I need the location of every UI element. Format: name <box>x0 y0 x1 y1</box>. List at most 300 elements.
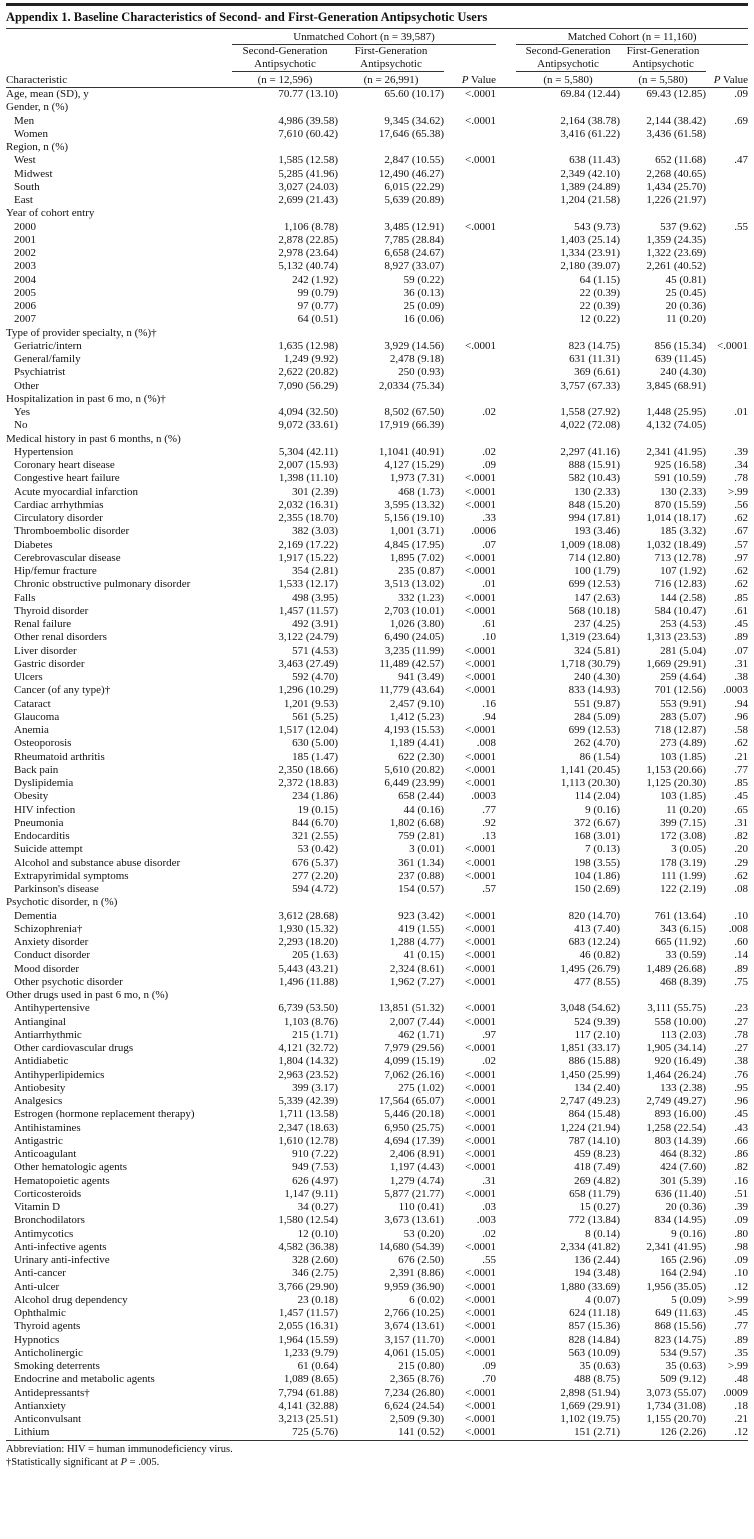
matched-pvalue-cell: .95 <box>734 1081 748 1094</box>
unmatched-sga-cell: 2,372 (18.83) <box>278 777 338 789</box>
row-label: Thyroid disorder <box>14 604 89 617</box>
column-gap <box>496 1002 516 1015</box>
unmatched-sga-cell: 2,978 (23.64) <box>278 247 338 259</box>
unmatched-sga-cell: 5,285 (41.96) <box>278 167 338 180</box>
matched-sga-cell: 134 (2.40) <box>574 1081 620 1094</box>
row-label: Obesity <box>14 790 49 803</box>
unmatched-fga-cell: 6,624 (24.54) <box>384 1399 444 1412</box>
unmatched-sga-cell: 3,463 (27.49) <box>278 657 338 670</box>
unmatched-pvalue-cell <box>444 141 496 154</box>
table-row <box>6 605 748 618</box>
table-row <box>6 1042 748 1055</box>
unmatched-pvalue-cell: <.0001 <box>465 485 496 498</box>
row-label: Conduct disorder <box>14 949 91 962</box>
table-row <box>6 115 748 128</box>
unmatched-fga-cell: 2,509 (9.30) <box>389 1413 444 1425</box>
unmatched-fga-cell: 9,959 (36.90) <box>384 1280 444 1293</box>
unmatched-pvalue-cell: .16 <box>482 697 496 710</box>
characteristic-header: Characteristic <box>6 74 68 86</box>
matched-sga-cell: 2,334 (41.82) <box>560 1240 620 1253</box>
unmatched-fga-cell: 154 (0.57) <box>398 883 444 895</box>
column-gap <box>496 976 516 989</box>
column-gap <box>496 1082 516 1095</box>
matched-fga-cell: 424 (7.60) <box>660 1161 706 1174</box>
row-label: Anxiety disorder <box>14 936 89 948</box>
column-gap <box>496 843 516 856</box>
matched-pvalue-cell: .85 <box>734 777 748 789</box>
column-gap <box>496 989 516 1002</box>
unmatched-sga-cell: 2,878 (22.85) <box>278 233 338 246</box>
unmatched-fga-cell: 332 (1.23) <box>398 591 444 604</box>
matched-pvalue-cell: .20 <box>734 843 748 856</box>
row-label: Antidiabetic <box>14 1055 69 1068</box>
unmatched-fga-cell: 5,610 (20.82) <box>384 763 444 776</box>
row-label: Liver disorder <box>14 644 77 657</box>
table-row <box>6 181 748 194</box>
unmatched-pvalue-cell: <.0001 <box>465 1187 496 1200</box>
table-row <box>6 724 748 737</box>
unmatched-pvalue-cell: .10 <box>482 631 496 644</box>
unmatched-pvalue-cell: <.0001 <box>465 1240 496 1253</box>
matched-sga-cell: 459 (8.23) <box>574 1148 620 1160</box>
matched-fga-cell: 870 (15.59) <box>654 498 706 511</box>
unmatched-pvalue-cell <box>444 393 496 406</box>
row-label: Antihistamines <box>14 1121 81 1134</box>
table-row <box>6 327 748 340</box>
row-label: Dyslipidemia <box>14 777 74 789</box>
matched-pvalue-cell: .08 <box>734 883 748 895</box>
matched-fga-cell: 665 (11.92) <box>655 936 706 948</box>
unmatched-pvalue-cell: <.0001 <box>465 339 496 352</box>
matched-pvalue-cell: .89 <box>734 1333 748 1346</box>
matched-fga-cell: 1,734 (31.08) <box>646 1399 706 1412</box>
matched-sga-cell: 1,113 (20.30) <box>560 777 620 789</box>
row-label: Glaucoma <box>14 710 60 723</box>
table-row <box>6 1400 748 1413</box>
column-gap <box>496 1307 516 1320</box>
unmatched-pvalue-cell: <.0001 <box>465 551 496 564</box>
table-row <box>6 247 748 260</box>
unmatched-fga-cell: 41 (0.15) <box>403 949 444 962</box>
unmatched-pvalue-cell: <.0001 <box>465 1386 496 1399</box>
unmatched-pvalue-cell: <.0001 <box>465 1134 496 1147</box>
table-row <box>6 1069 748 1082</box>
row-label: Antianginal <box>14 1015 66 1028</box>
unmatched-sga-cell: 301 (2.39) <box>292 485 338 498</box>
table-row <box>6 1201 748 1214</box>
unmatched-sga-cell: 70.77 (13.10) <box>278 88 338 100</box>
matched-fga-cell: 716 (12.83) <box>654 578 706 591</box>
column-gap <box>496 115 516 128</box>
unmatched-fga-cell: 2,847 (10.55) <box>384 154 444 167</box>
unmatched-pvalue-cell: .92 <box>482 816 496 829</box>
matched-pvalue-cell: .67 <box>734 525 748 538</box>
matched-sga-cell: 46 (0.82) <box>579 949 620 962</box>
unmatched-pvalue-cell: <.0001 <box>465 1095 496 1107</box>
column-gap <box>496 168 516 181</box>
unmatched-pvalue-cell: <.0001 <box>465 922 496 935</box>
matched-pvalue-cell: .23 <box>734 1002 748 1015</box>
matched-fga-cell: 185 (3.32) <box>660 525 706 538</box>
unmatched-fga-cell: 4,061 (15.05) <box>384 1346 444 1359</box>
matched-fga-cell: 713 (12.78) <box>654 551 706 564</box>
matched-sga-cell: 194 (3.48) <box>574 1267 620 1280</box>
matched-sga-cell: 198 (3.55) <box>574 856 620 869</box>
row-label: 2004 <box>14 273 36 286</box>
matched-fga-cell <box>620 989 706 1002</box>
column-gap <box>496 313 516 326</box>
unmatched-fga-cell: 53 (0.20) <box>403 1227 444 1240</box>
row-label: Schizophrenia† <box>14 922 83 935</box>
table-row <box>6 1002 748 1015</box>
column-gap <box>496 552 516 565</box>
matched-pvalue-cell <box>706 181 748 194</box>
unmatched-fga-cell: 1,197 (4.43) <box>389 1161 444 1174</box>
unmatched-pvalue-cell: <.0001 <box>465 936 496 948</box>
unmatched-sga-cell <box>232 896 338 909</box>
matched-pvalue-cell: >.99 <box>728 485 748 498</box>
matched-pvalue-cell: .62 <box>734 869 748 882</box>
matched-sga-cell <box>516 327 620 340</box>
table-row <box>6 1095 748 1108</box>
matched-pvalue-cell: .62 <box>734 512 748 524</box>
unmatched-sga-cell: 185 (1.47) <box>292 750 338 763</box>
unmatched-sga-cell: 949 (7.53) <box>292 1161 338 1174</box>
unmatched-pvalue-cell: <.0001 <box>465 1399 496 1412</box>
matched-pvalue-cell: .76 <box>734 1068 748 1081</box>
table-row <box>6 671 748 684</box>
unmatched-pvalue-cell: .61 <box>482 618 496 630</box>
unmatched-pvalue-cell <box>444 274 496 287</box>
table-header <box>6 29 748 87</box>
unmatched-sga-cell: 1,964 (15.59) <box>278 1333 338 1346</box>
column-gap <box>496 936 516 949</box>
matched-fga-cell: 111 (1.99) <box>660 869 706 882</box>
table-row <box>6 1387 748 1400</box>
matched-sga-cell: 1,334 (23.91) <box>560 247 620 259</box>
matched-fga-cell: 107 (1.92) <box>660 565 706 577</box>
row-label: Endocarditis <box>14 830 70 842</box>
row-label: Antianxiety <box>14 1399 66 1412</box>
unmatched-sga-header: Second-Generation Antipsychotic <box>242 44 328 70</box>
unmatched-fga-cell: 1,288 (4.77) <box>389 936 444 948</box>
unmatched-fga-cell: 5,639 (20.89) <box>384 194 444 206</box>
row-label: 2001 <box>14 233 36 246</box>
unmatched-fga-n: (n = 26,991) <box>338 71 444 87</box>
row-label: Hypertension <box>14 445 74 458</box>
table-row <box>6 433 748 446</box>
unmatched-sga-cell: 1,804 (14.32) <box>278 1055 338 1068</box>
unmatched-fga-cell: 17,564 (65.07) <box>378 1095 444 1107</box>
unmatched-sga-cell: 19 (0.15) <box>297 803 338 816</box>
unmatched-pvalue-cell: .33 <box>482 512 496 524</box>
matched-pvalue-cell: .43 <box>734 1121 748 1134</box>
appendix-table <box>6 3 748 1469</box>
matched-fga-cell: 172 (3.08) <box>660 830 706 842</box>
matched-fga-cell: 1,032 (18.49) <box>646 538 706 551</box>
table-row <box>6 883 748 896</box>
column-gap <box>496 181 516 194</box>
table-row <box>6 1241 748 1254</box>
column-gap <box>496 154 516 167</box>
matched-fga-cell: 553 (9.91) <box>660 697 706 710</box>
row-label: Back pain <box>14 763 59 776</box>
unmatched-fga-cell: 8,502 (67.50) <box>384 406 444 418</box>
matched-sga-cell: 563 (10.09) <box>568 1346 620 1359</box>
unmatched-sga-cell: 9,072 (33.61) <box>278 419 338 432</box>
matched-pvalue-cell: .60 <box>734 936 748 948</box>
matched-sga-cell: 568 (10.18) <box>568 604 620 617</box>
unmatched-fga-cell: 4,099 (15.19) <box>384 1055 444 1068</box>
table-row <box>6 1135 748 1148</box>
matched-pvalue-cell <box>706 274 748 287</box>
unmatched-pvalue-cell: <.0001 <box>465 962 496 975</box>
row-label: Other drugs used in past 6 mo, n (%) <box>6 989 169 1001</box>
column-gap <box>496 1320 516 1333</box>
table-row <box>6 101 748 114</box>
unmatched-pvalue-cell: .008 <box>476 737 496 750</box>
matched-fga-cell: 1,155 (20.70) <box>646 1413 706 1425</box>
unmatched-pvalue-cell: .70 <box>482 1373 496 1386</box>
matched-cohort-header: Matched Cohort (n = 11,160) <box>516 29 748 44</box>
matched-fga-cell: 468 (8.39) <box>660 975 706 988</box>
matched-fga-cell: 920 (16.49) <box>654 1055 706 1068</box>
row-label: Anti-ulcer <box>14 1280 60 1293</box>
matched-fga-cell: 5 (0.09) <box>671 1293 706 1306</box>
unmatched-pvalue-cell <box>444 207 496 220</box>
matched-fga-cell: 3,845 (68.91) <box>646 379 706 392</box>
unmatched-sga-cell: 4,121 (32.72) <box>278 1042 338 1054</box>
matched-fga-cell: 2,749 (49.27) <box>646 1095 706 1107</box>
unmatched-pvalue-cell: <.0001 <box>465 604 496 617</box>
row-label: Acute myocardial infarction <box>14 485 139 498</box>
row-label: Hospitalization in past 6 mo, n (%)† <box>6 392 166 405</box>
unmatched-fga-cell: 5,156 (19.10) <box>384 512 444 524</box>
matched-pvalue-cell <box>706 380 748 393</box>
unmatched-pvalue-cell: <.0001 <box>465 1002 496 1015</box>
unmatched-fga-cell: 2,391 (8.86) <box>389 1267 444 1280</box>
table-row <box>6 1267 748 1280</box>
unmatched-fga-cell: 2,324 (8.61) <box>389 962 444 975</box>
matched-pvalue-cell <box>706 989 748 1002</box>
matched-sga-cell: 22 (0.39) <box>579 286 620 299</box>
matched-sga-cell: 1,558 (27.92) <box>560 406 620 418</box>
unmatched-pvalue-cell: <.0001 <box>465 565 496 577</box>
matched-sga-cell: 4 (0.07) <box>585 1293 620 1306</box>
matched-sga-cell: 699 (12.53) <box>568 724 620 736</box>
unmatched-fga-cell: 14,680 (54.39) <box>378 1240 444 1253</box>
matched-pvalue-cell: .09 <box>734 88 748 100</box>
matched-fga-cell: 537 (9.62) <box>660 220 706 233</box>
matched-sga-cell: 857 (15.36) <box>568 1320 620 1333</box>
unmatched-pvalue-cell: <.0001 <box>465 763 496 776</box>
row-label: 2006 <box>14 300 36 312</box>
unmatched-fga-cell: 7,062 (26.16) <box>384 1068 444 1081</box>
row-label: Lithium <box>14 1426 50 1439</box>
matched-pvalue-header: P Value <box>713 74 749 86</box>
column-gap <box>496 525 516 538</box>
table-row <box>6 711 748 724</box>
row-label: Cataract <box>14 697 51 710</box>
unmatched-fga-cell: 13,851 (51.32) <box>378 1002 444 1015</box>
unmatched-fga-cell: 6,449 (23.99) <box>384 777 444 789</box>
unmatched-pvalue-cell <box>444 234 496 247</box>
matched-sga-cell: 284 (5.09) <box>574 710 620 723</box>
matched-sga-cell: 886 (15.88) <box>568 1055 620 1068</box>
matched-sga-cell: 1,718 (30.79) <box>560 657 620 670</box>
matched-fga-cell: 649 (11.63) <box>655 1307 706 1319</box>
matched-fga-cell: 240 (4.30) <box>660 366 706 379</box>
matched-fga-cell: 103 (1.85) <box>660 750 706 763</box>
row-label: Endocrine and metabolic agents <box>14 1373 155 1386</box>
matched-pvalue-cell: >.99 <box>728 1293 748 1306</box>
table-row <box>6 645 748 658</box>
column-gap <box>496 247 516 260</box>
unmatched-fga-cell: 6,015 (22.29) <box>384 180 444 193</box>
matched-sga-cell: 324 (5.81) <box>574 644 620 657</box>
matched-pvalue-cell: .09 <box>734 1214 748 1227</box>
unmatched-pvalue-cell <box>444 433 496 446</box>
matched-sga-cell <box>516 101 620 114</box>
matched-fga-cell: 639 (11.45) <box>655 353 706 365</box>
column-gap <box>496 963 516 976</box>
unmatched-pvalue-cell: <.0001 <box>465 644 496 657</box>
unmatched-fga-cell: 676 (2.50) <box>398 1254 444 1266</box>
unmatched-pvalue-cell: .0006 <box>471 525 496 538</box>
table-row <box>6 472 748 485</box>
column-gap <box>496 1241 516 1254</box>
unmatched-fga-cell: 3,513 (13.02) <box>384 578 444 591</box>
matched-sga-cell: 699 (12.53) <box>568 578 620 591</box>
matched-sga-cell <box>516 896 620 909</box>
matched-fga-cell: 834 (14.95) <box>654 1214 706 1227</box>
matched-pvalue-cell: .57 <box>734 538 748 551</box>
unmatched-sga-cell: 321 (2.55) <box>292 830 338 842</box>
unmatched-sga-cell: 1,249 (9.92) <box>283 353 338 365</box>
matched-pvalue-cell <box>706 353 748 366</box>
column-gap <box>496 1426 516 1439</box>
matched-fga-cell <box>620 393 706 406</box>
unmatched-sga-cell <box>232 327 338 340</box>
matched-sga-cell: 2,349 (42.10) <box>560 167 620 180</box>
unmatched-fga-cell: 36 (0.13) <box>403 286 444 299</box>
matched-fga-cell: 122 (2.19) <box>660 883 706 895</box>
unmatched-sga-cell: 2,007 (15.93) <box>278 459 338 471</box>
matched-pvalue-cell: .55 <box>734 220 748 233</box>
matched-fga-cell: 399 (7.15) <box>660 816 706 829</box>
unmatched-pvalue-cell: <.0001 <box>465 114 496 127</box>
matched-fga-cell: 856 (15.34) <box>654 339 706 352</box>
footnote-significance: †Statistically significant at P = .005. <box>6 1456 160 1468</box>
matched-sga-cell: 1,141 (20.45) <box>560 763 620 776</box>
column-gap <box>496 578 516 591</box>
table-row <box>6 936 748 949</box>
row-label: HIV infection <box>14 803 76 816</box>
matched-pvalue-cell: .75 <box>734 975 748 988</box>
unmatched-pvalue-cell: .03 <box>482 1201 496 1213</box>
row-label: East <box>14 194 33 206</box>
table-row <box>6 459 748 472</box>
column-gap <box>496 671 516 684</box>
unmatched-sga-cell: 1,533 (12.17) <box>278 578 338 591</box>
matched-sga-cell: 543 (9.73) <box>574 220 620 233</box>
unmatched-fga-cell <box>338 393 444 406</box>
column-gap <box>496 737 516 750</box>
unmatched-fga-cell: 1,189 (4.41) <box>389 737 444 750</box>
column-gap <box>496 287 516 300</box>
unmatched-sga-cell: 99 (0.79) <box>297 286 338 299</box>
unmatched-pvalue-cell: <.0001 <box>465 472 496 485</box>
table-row <box>6 499 748 512</box>
matched-fga-cell: 281 (5.04) <box>660 644 706 657</box>
matched-pvalue-cell: .89 <box>734 962 748 975</box>
matched-pvalue-cell: .62 <box>734 565 748 577</box>
unmatched-fga-cell: 6,490 (24.05) <box>384 631 444 644</box>
unmatched-fga-cell: 923 (3.42) <box>398 909 444 922</box>
column-gap <box>496 1042 516 1055</box>
matched-sga-cell: 240 (4.30) <box>574 671 620 683</box>
unmatched-fga-cell: 25 (0.09) <box>403 300 444 312</box>
matched-sga-cell: 1,389 (24.89) <box>560 180 620 193</box>
matched-sga-cell: 7 (0.13) <box>585 843 620 856</box>
matched-sga-cell: 86 (1.54) <box>579 750 620 763</box>
unmatched-fga-cell: 17,646 (65.38) <box>378 127 444 140</box>
table-row <box>6 1254 748 1267</box>
unmatched-pvalue-cell <box>444 300 496 313</box>
column-gap <box>496 327 516 340</box>
unmatched-fga-cell: 1,026 (3.80) <box>389 618 444 630</box>
matched-pvalue-cell: .80 <box>734 1227 748 1240</box>
table-row <box>6 393 748 406</box>
table-row <box>6 896 748 909</box>
column-gap <box>496 645 516 658</box>
unmatched-sga-cell: 3,612 (28.68) <box>278 909 338 922</box>
table-row <box>6 1055 748 1068</box>
matched-fga-cell: 343 (6.15) <box>660 922 706 935</box>
table-row <box>6 1082 748 1095</box>
matched-pvalue-cell <box>706 247 748 260</box>
unmatched-pvalue-cell: .02 <box>482 445 496 458</box>
bottom-rule <box>6 1440 748 1441</box>
column-gap <box>496 406 516 419</box>
column-gap <box>496 1122 516 1135</box>
matched-sga-cell: 524 (9.39) <box>574 1015 620 1028</box>
matched-fga-cell: 253 (4.53) <box>660 618 706 630</box>
unmatched-sga-cell: 5,132 (40.74) <box>278 260 338 273</box>
unmatched-fga-cell: 2,703 (10.01) <box>384 604 444 617</box>
matched-fga-cell: 1,489 (26.68) <box>646 962 706 975</box>
row-label: Smoking deterrents <box>14 1360 100 1372</box>
matched-fga-cell: 20 (0.36) <box>665 300 706 312</box>
row-label: Other psychotic disorder <box>14 975 123 988</box>
column-gap <box>496 631 516 644</box>
table-row <box>6 737 748 750</box>
table-row <box>6 300 748 313</box>
row-label: 2005 <box>14 286 36 299</box>
matched-fga-cell: 3,111 (55.75) <box>647 1002 706 1015</box>
matched-fga-cell: 144 (2.58) <box>660 591 706 604</box>
table-title: Appendix 1. Baseline Characteristics of Second- and First-Generation Antipsychotic Users <box>6 10 488 24</box>
unmatched-pvalue-cell: <.0001 <box>465 657 496 670</box>
unmatched-sga-cell: 676 (5.37) <box>292 856 338 869</box>
matched-fga-cell: 301 (5.39) <box>660 1174 706 1187</box>
column-gap <box>496 592 516 605</box>
matched-sga-cell: 15 (0.27) <box>579 1201 620 1213</box>
matched-fga-cell: 2,144 (38.42) <box>646 114 706 127</box>
matched-sga-cell: 888 (15.91) <box>568 459 620 471</box>
unmatched-sga-cell: 4,141 (32.88) <box>278 1399 338 1412</box>
unmatched-sga-cell: 2,350 (18.66) <box>278 763 338 776</box>
